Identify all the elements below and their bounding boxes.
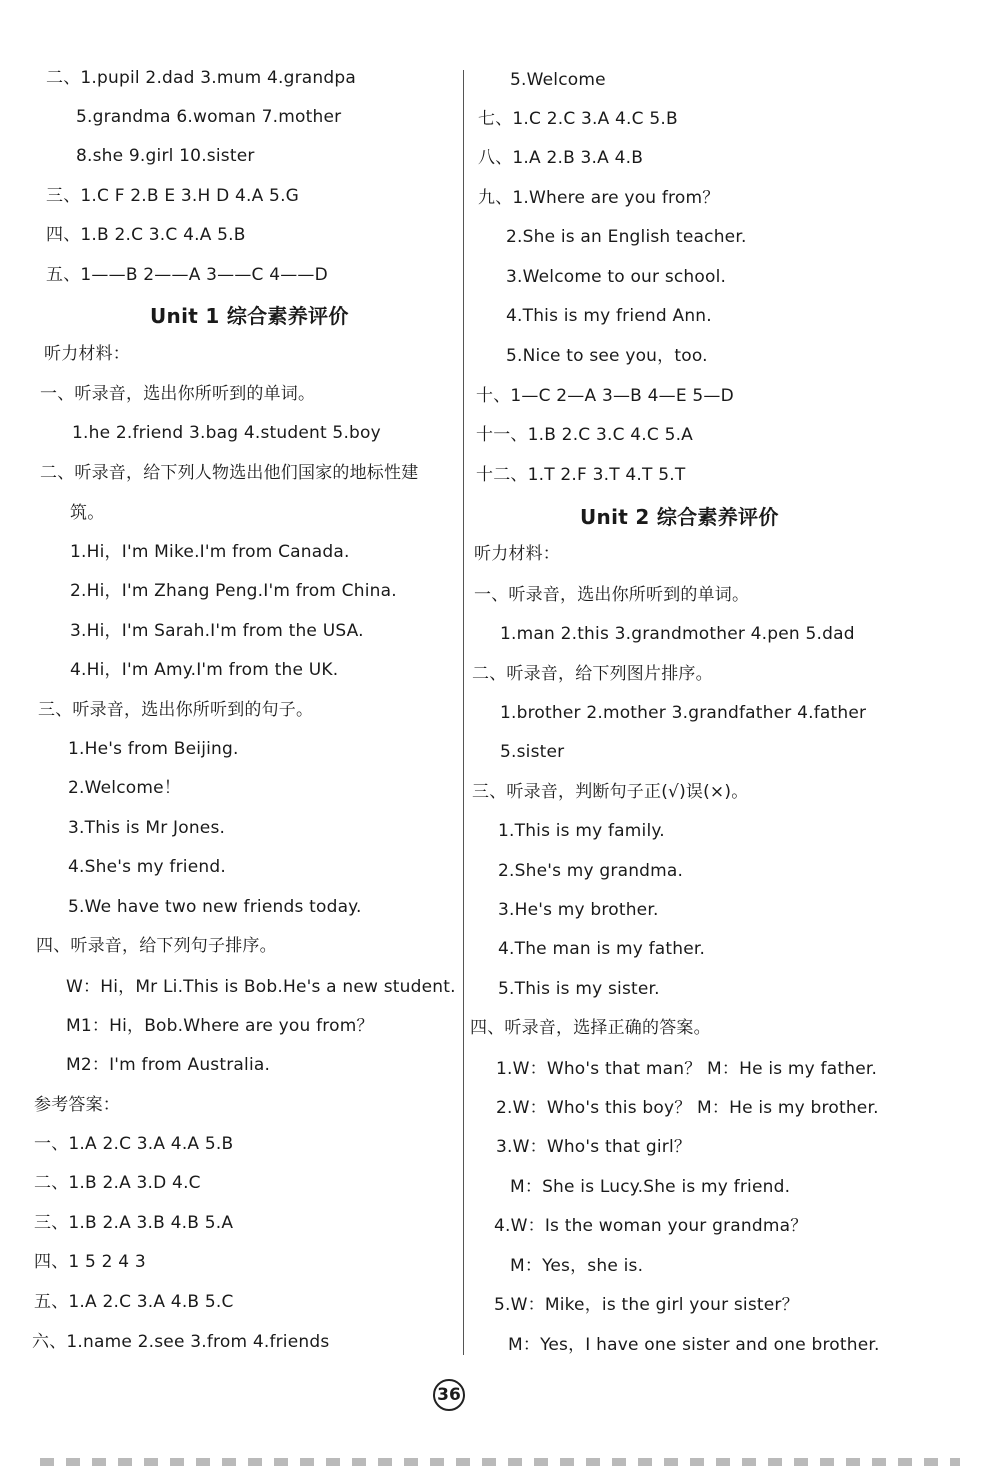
text-line: 3.Hi，I'm Sarah.I'm from the USA. (70, 621, 364, 641)
text-line: 六、1.name 2.see 3.from 4.friends (32, 1332, 330, 1352)
text-line: 5.This is my sister. (498, 979, 660, 999)
column-divider (463, 70, 464, 1355)
text-line: 十、1—C 2—A 3—B 4—E 5—D (476, 386, 734, 406)
text-line: 二、听录音，给下列图片排序。 (472, 664, 713, 684)
text-line: 2.W：Who's this boy？ M：He is my brother. (496, 1098, 879, 1118)
text-line: 一、听录音，选出你所听到的单词。 (40, 384, 316, 404)
text-line: 八、1.A 2.B 3.A 4.B (478, 148, 644, 168)
text-line: 1.he 2.friend 3.bag 4.student 5.boy (72, 423, 381, 443)
text-line: 一、1.A 2.C 3.A 4.A 5.B (34, 1134, 234, 1154)
text-line: 四、1 5 2 4 3 (34, 1252, 146, 1272)
text-line: 1.brother 2.mother 3.grandfather 4.father (500, 703, 867, 723)
text-line: 听力材料： (44, 344, 130, 364)
text-line: 5.W：Mike，is the girl your sister？ (494, 1295, 799, 1315)
text-line: 4.She's my friend. (68, 857, 226, 877)
text-line: 3.This is Mr Jones. (68, 818, 226, 838)
text-line: 九、1.Where are you from？ (478, 188, 720, 208)
text-line: 1.This is my family. (498, 821, 665, 841)
text-line: 4.W：Is the woman your grandma？ (494, 1216, 808, 1236)
text-line: 4.Hi，I'm Amy.I'm from the UK. (70, 660, 339, 680)
text-line: 五、1——B 2——A 3——C 4——D (46, 265, 328, 285)
text-line: 一、听录音，选出你所听到的单词。 (474, 585, 750, 605)
text-line: 8.she 9.girl 10.sister (76, 146, 255, 166)
text-line: 筑。 (70, 503, 105, 523)
section-heading: Unit 2 综合素养评价 (580, 505, 779, 529)
text-line: 1.Hi，I'm Mike.I'm from Canada. (70, 542, 350, 562)
footer-decoration (40, 1458, 960, 1466)
text-line: 1.He's from Beijing. (68, 739, 239, 759)
text-line: 五、1.A 2.C 3.A 4.B 5.C (34, 1292, 234, 1312)
text-line: 二、1.pupil 2.dad 3.mum 4.grandpa (46, 68, 356, 88)
text-line: 2.Hi，I'm Zhang Peng.I'm from China. (70, 581, 397, 601)
text-line: 十一、1.B 2.C 3.C 4.C 5.A (476, 425, 694, 445)
text-line: 5.Nice to see you，too. (506, 346, 708, 366)
text-line: 1.man 2.this 3.grandmother 4.pen 5.dad (500, 624, 855, 644)
text-line: 5.Welcome (510, 70, 606, 90)
text-line: 2.She is an English teacher. (506, 227, 747, 247)
text-line: M1：Hi，Bob.Where are you from？ (66, 1016, 374, 1036)
text-line: 4.The man is my father. (498, 939, 706, 959)
page-number: 36 (433, 1379, 465, 1411)
text-line: 四、听录音，选择正确的答案。 (470, 1018, 711, 1038)
text-line: W：Hi，Mr Li.This is Bob.He's a new student. (66, 977, 456, 997)
text-line: 七、1.C 2.C 3.A 4.C 5.B (478, 109, 678, 129)
text-line: 三、1.C F 2.B E 3.H D 4.A 5.G (46, 186, 300, 206)
text-line: M：Yes，she is. (510, 1256, 644, 1276)
text-line: 参考答案： (34, 1095, 120, 1115)
text-line: 5.grandma 6.woman 7.mother (76, 107, 342, 127)
text-line: M2：I'm from Australia. (66, 1055, 271, 1075)
text-line: 三、1.B 2.A 3.B 4.B 5.A (34, 1213, 234, 1233)
text-line: 3.W：Who's that girl？ (496, 1137, 692, 1157)
text-line: 2.Welcome！ (68, 778, 181, 798)
text-line: 十二、1.T 2.F 3.T 4.T 5.T (476, 465, 686, 485)
text-line: 1.W：Who's that man？ M：He is my father. (496, 1059, 878, 1079)
text-line: M：Yes，I have one sister and one brother. (508, 1335, 880, 1355)
text-line: 四、1.B 2.C 3.C 4.A 5.B (46, 225, 246, 245)
text-line: 听力材料： (474, 544, 560, 564)
text-line: 3.Welcome to our school. (506, 267, 727, 287)
text-line: 四、听录音，给下列句子排序。 (36, 936, 277, 956)
text-line: M：She is Lucy.She is my friend. (510, 1177, 791, 1197)
text-line: 三、听录音，判断句子正(√)误(×)。 (472, 782, 749, 802)
text-line: 4.This is my friend Ann. (506, 306, 712, 326)
text-line: 二、1.B 2.A 3.D 4.C (34, 1173, 201, 1193)
text-line: 5.We have two new friends today. (68, 897, 362, 917)
text-line: 3.He's my brother. (498, 900, 659, 920)
text-line: 2.She's my grandma. (498, 861, 684, 881)
section-heading: Unit 1 综合素养评价 (150, 304, 349, 328)
text-line: 5.sister (500, 742, 565, 762)
text-line: 二、听录音，给下列人物选出他们国家的地标性建 (40, 463, 419, 483)
text-line: 三、听录音，选出你所听到的句子。 (38, 700, 314, 720)
